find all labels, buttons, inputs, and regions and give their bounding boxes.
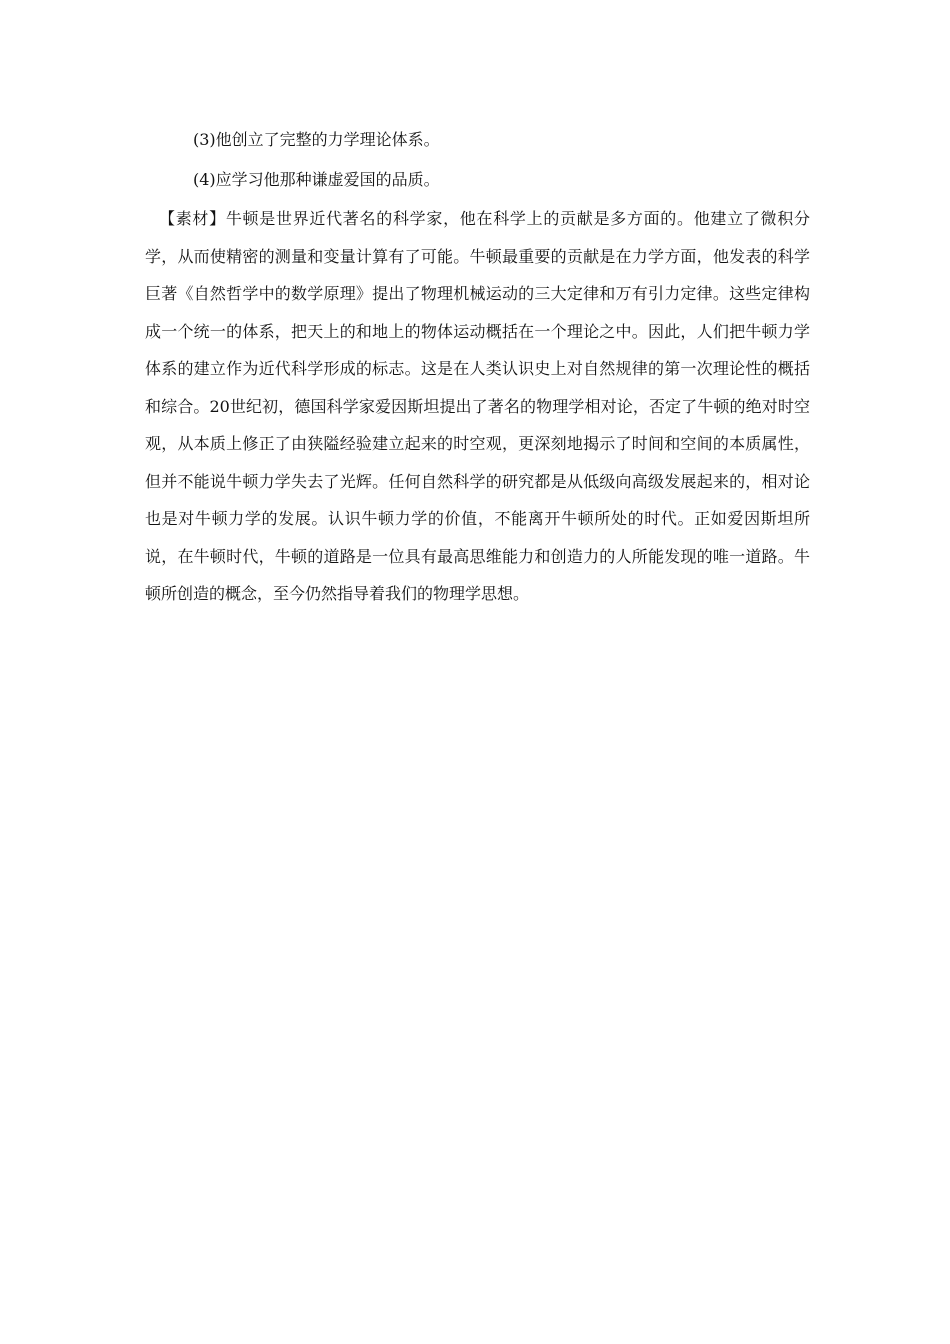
list-item-4: (4)应学习他那种谦虚爱国的品质。 — [193, 170, 440, 189]
material-tag: 【素材】 — [159, 209, 226, 228]
material-text: 牛顿是世界近代著名的科学家，他在科学上的贡献是多方面的。他建立了微积分学，从而使精密的测量和变量计算有了可能。牛顿最重要的贡献是在力学方面，他发表的科学巨著《自然哲学中的数学原理》提出了物理机械运动的三大定律和万有引力定律。这些定律构成一个统一的体系，把天上的和地上的物体运动概括在一个理论之中。因此，人们把牛顿力学体系的建立作为近代科学形成的标志。这是在人类认识史上对自然规律的第一次理论性的概括和综合。20世纪初，德国科学家爱因斯坦提出了著名的物理学相对论，否定了牛顿的绝对时空观，从本质上修正了由狭隘经验建立起来的时空观，更深刻地揭示了时间和空间的本质属性，但并不能说牛顿力学失去了光辉。任何自然科学的研究都是从低级向高级发展起来的，相对论也是对牛顿力学的发展。认识牛顿力学的价值，不能离开牛顿所处的时代。正如爱因斯坦所说，在牛顿时代，牛顿的道路是一位具有最高思维能力和创造力的人所能发现的唯一道路。牛顿所创造的概念，至今仍然指导着我们的物理学思想。 — [145, 209, 810, 603]
document-body — [145, 120, 810, 613]
material-paragraph — [145, 200, 810, 613]
list-item-3: (3)他创立了完整的力学理论体系。 — [193, 130, 440, 149]
